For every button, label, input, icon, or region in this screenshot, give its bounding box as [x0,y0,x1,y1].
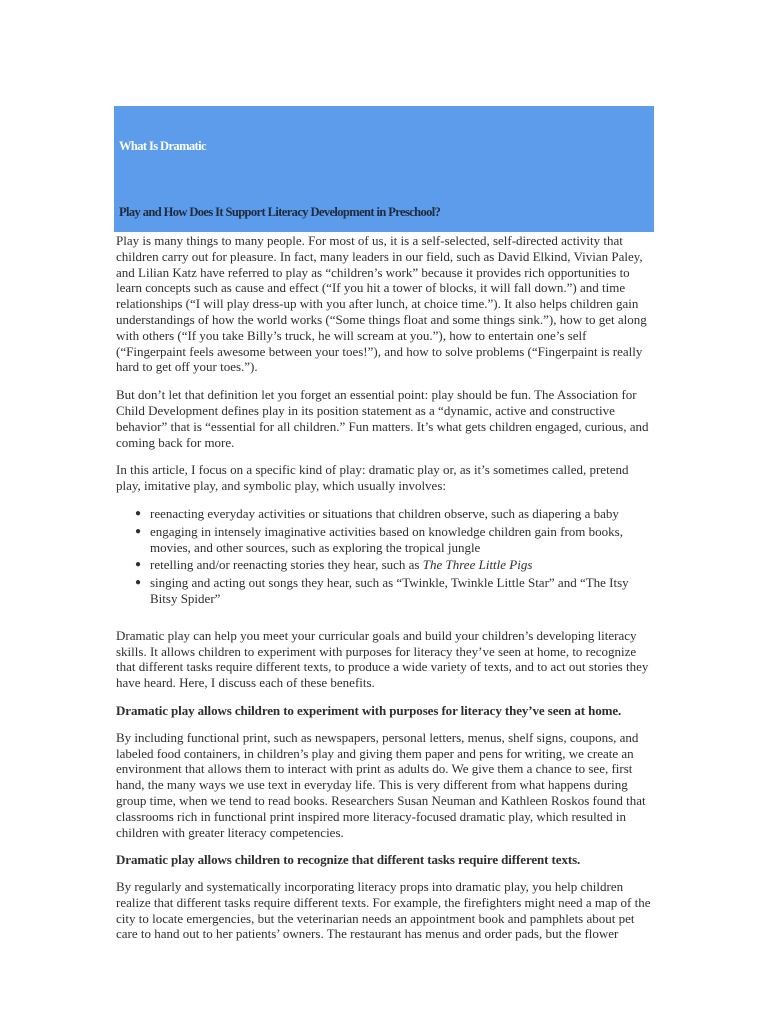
bullet-icon: ● [135,559,142,571]
list-item-text: singing and acting out songs they hear, such as “Twinkle, Twinkle Little Star” and “The Itsy Bitsy Spider” [150,575,629,606]
bullet-icon: ● [135,577,142,589]
title-line-1: What Is Dramatic [119,139,206,153]
title-line-2: Play and How Does It Support Literacy Development in Preschool? [119,205,441,219]
book-title: The Three Little Pigs [422,557,533,573]
title-banner [114,106,654,232]
list-item-text: retelling and/or reenacting stories they hear, such as [150,557,423,573]
paragraph-benefits: Dramatic play can help you meet your curricular goals and build your children’s developing literacy skills. It allows children to experiment with purposes for literacy they’ve seen at home, to recognize that different tasks require different texts, to produce a wide variety of texts, and to act out stories they have heard. Here, I discuss each of these benefits. [116,627,649,691]
paragraph-definition: But don’t let that definition let you forget an essential point: play should be fun. The Association for Child Development defines play in its position statement as a “dynamic, active and constructive behavior” that is “essential for all children.” Fun matters. It’s what gets children engaged, curious, and coming back for more. [116,387,649,450]
play-types-list [116,506,654,607]
list-item [135,505,654,522]
list-item [135,523,654,556]
list-item [135,557,654,573]
bullet-icon: ● [135,507,142,519]
paragraph-functional-print: By including functional print, such as newspapers, personal letters, menus, shelf signs, coupons, and labeled food containers, in children’s play and giving them paper and pens for writing, we create an environment that allows them to interact with print as adults do. We give them a chance to see, first hand, the many ways we use text in everyday life. This is very different from what happens during group time, when we tend to read books. Researchers Susan Neuman and Kathleen Roskos found that classrooms rich in functional print inspired more literacy-focused dramatic play, which resulted in children with greater literacy competencies. [116,729,646,840]
paragraph-literacy-props: By regularly and systematically incorporating literacy props into dramatic play, you help children realize that different tasks require different texts. For example, the firefighters might need a map of the city to locate emergencies, but the veterinarian needs an appointment book and pamphlets about pet care to hand out to her patients’ owners. The restaurant has menus and order pads, but the flower [116,879,651,942]
bullet-icon: ● [135,525,142,537]
paragraph-focus: In this article, I focus on a specific kind of play: dramatic play or, as it’s sometimes called, pretend play, imitative play, and symbolic play, which usually involves: [116,462,629,494]
article-body [116,233,654,954]
paragraph-intro: Play is many things to many people. For most of us, it is a self-selected, self-directed activity that children carry out for pleasure. In fact, many leaders in our field, such as David Elkind, Vivian Paley, and Lilian Katz have referred to play as “children’s work” because it provides rich opportunities to learn concepts such as cause and effect (“If you hit a tower of blocks, it will fall down.”) and time relationships (“I will play dress-up with you after lunch, at choice time.”). It also helps children gain understandings of how the world works (“Some things float and some things sink.”), how to get along with others (“If you take Billy’s truck, he will scream at you.”), how to entertain one’s self (“Fingerpaint feels awesome between your toes!”), and how to solve problems (“Fingerpaint is really hard to get off your toes.”). [116,233,647,375]
section-heading-purposes: Dramatic play allows children to experiment with purposes for literacy they’ve seen at home. [116,702,622,718]
list-item-text: engaging in intensely imaginative activities based on knowledge children gain from books, movies, and other sources, such as exploring the tropical jungle [150,523,623,555]
section-heading-tasks: Dramatic play allows children to recognize that different tasks require different texts. [116,852,581,868]
list-item-text: reenacting everyday activities or situations that children observe, such as diapering a baby [150,505,619,521]
list-item [135,575,654,607]
